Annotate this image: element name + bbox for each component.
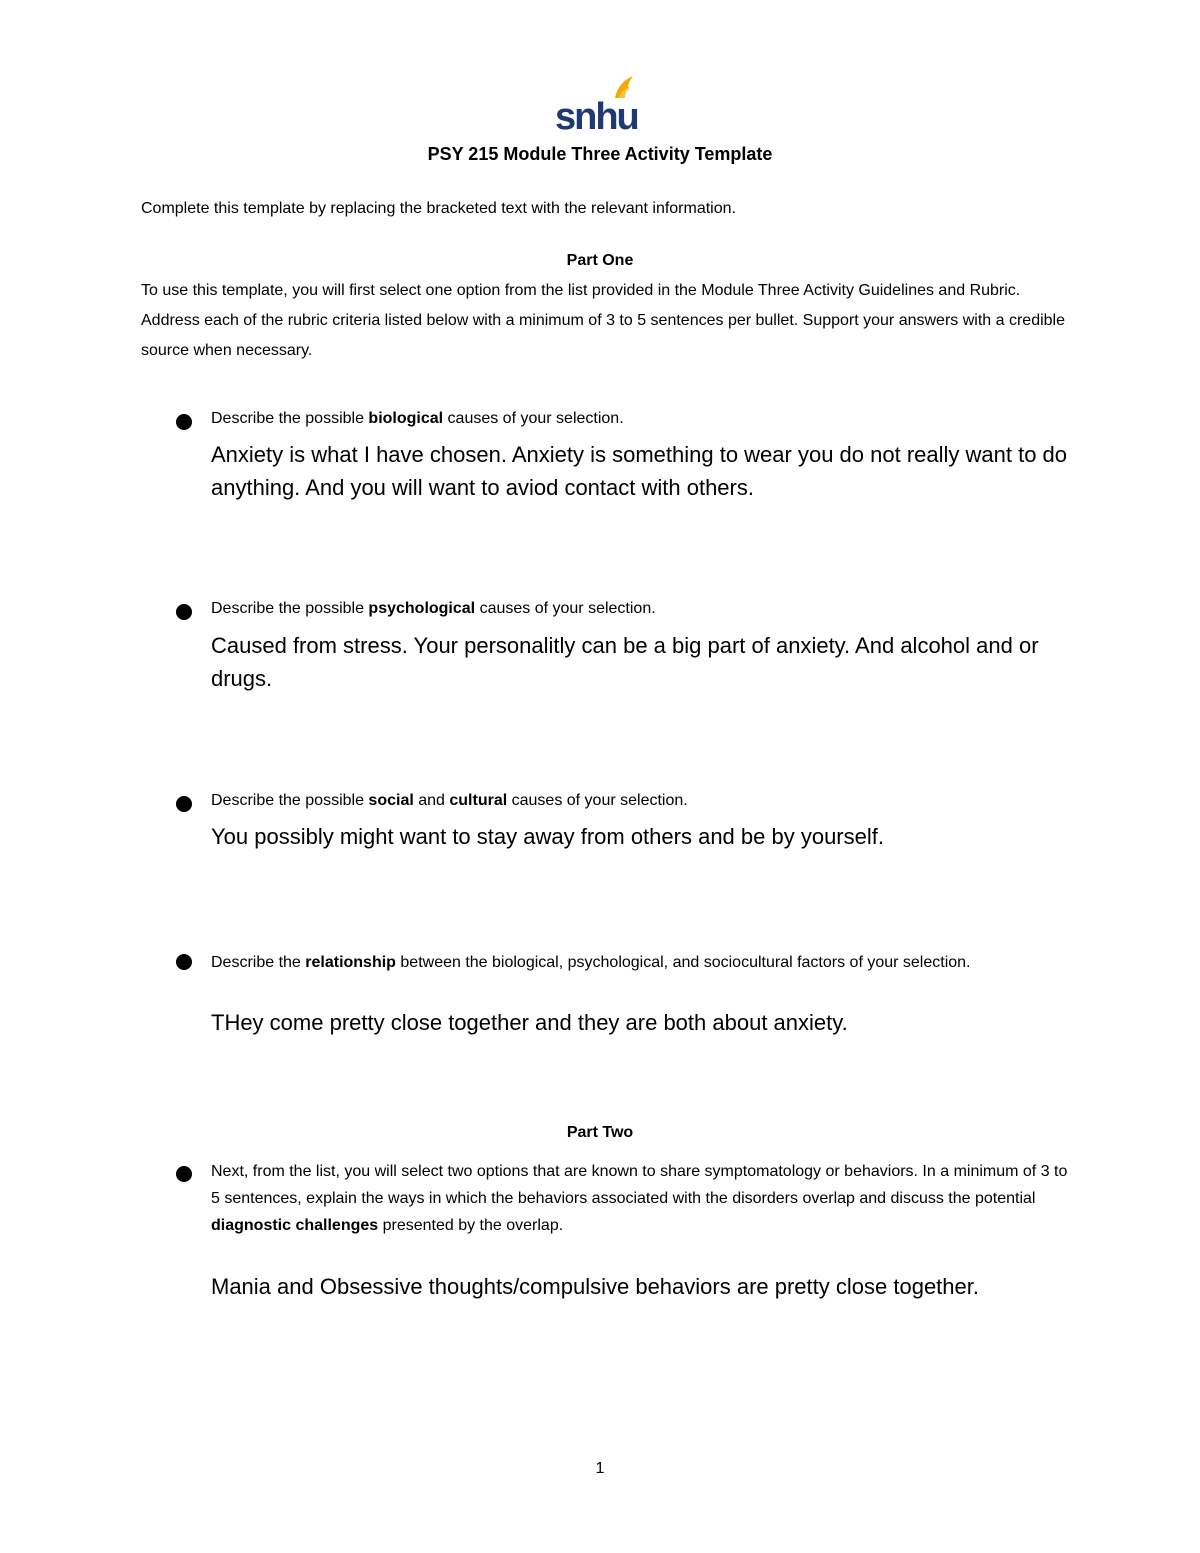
page-number: 1: [595, 1460, 605, 1477]
prompt-relationship: [211, 946, 1071, 979]
intro-text: Complete this template by replacing the bracketed text with the relevant information.: [141, 200, 736, 217]
prompt-text: Next, from the list, you will select two options that are known to share symptomatology or behaviors. In a minimum of 3 to 5 sentences, explain the ways in which the behaviors associated with the disorders overlap and discuss the potential: [211, 1163, 1068, 1207]
answer-psychological: Caused from stress. Your personalitly can be a big part of anxiety. And alcohol and or drugs.: [211, 633, 1039, 691]
prompt-text: Describe the possible: [211, 600, 369, 617]
prompt-text: presented by the overlap.: [378, 1217, 564, 1234]
document-title: PSY 215 Module Three Activity Template: [427, 144, 773, 164]
snhu-logo-mark: [555, 74, 639, 134]
answer-biological: Anxiety is what I have chosen. Anxiety is something to wear you do not really want to do anything. And you will want to aviod contact with others.: [211, 442, 1068, 500]
prompt-text: and: [413, 792, 450, 809]
snhu-logo: [555, 74, 639, 134]
prompt-text: causes of your selection.: [443, 410, 624, 427]
answer-overlap: Mania and Obsessive thoughts/compulsive behaviors are pretty close together.: [211, 1274, 979, 1299]
bullet-icon: [176, 1166, 192, 1182]
part-one-instructions: To use this template, you will first select one option from the list provided in the Module Three Activity Guidelines and Rubric. Address each of the rubric criteria listed below with a minimum of 3 to 5 sentences per bullet. Support your answers with a credible source when necessary.: [141, 282, 1065, 359]
part-one-heading: Part One: [566, 252, 634, 269]
prompt-keyword: diagnostic challenges: [211, 1217, 379, 1234]
part-two-heading: Part Two: [566, 1124, 634, 1141]
bullet-icon: [176, 796, 192, 812]
prompt-keyword: psychological: [368, 600, 476, 617]
answer-relationship: THey come pretty close together and they are both about anxiety.: [211, 1010, 848, 1035]
prompt-psychological: [211, 596, 1071, 622]
prompt-keyword: cultural: [449, 792, 508, 809]
prompt-biological: [211, 406, 1071, 432]
prompt-social-cultural: [211, 788, 1071, 814]
prompt-keyword: biological: [368, 410, 444, 427]
prompt-text: Describe the: [211, 954, 306, 971]
bullet-icon: [176, 414, 192, 430]
bullet-icon: [176, 604, 192, 620]
bullet-icon: [176, 954, 192, 970]
prompt-text: between the biological, psychological, and sociocultural factors of your selection.: [395, 954, 971, 971]
logo-wordmark: snhu: [555, 96, 638, 134]
prompt-keyword: social: [368, 792, 414, 809]
prompt-text: Describe the possible: [211, 410, 369, 427]
prompt-text: Describe the possible: [211, 792, 369, 809]
answer-social-cultural: You possibly might want to stay away from others and be by yourself.: [211, 824, 884, 849]
prompt-keyword: relationship: [305, 954, 396, 971]
prompt-text: causes of your selection.: [475, 600, 656, 617]
prompt-overlap: [211, 1158, 1071, 1239]
prompt-text: causes of your selection.: [507, 792, 688, 809]
